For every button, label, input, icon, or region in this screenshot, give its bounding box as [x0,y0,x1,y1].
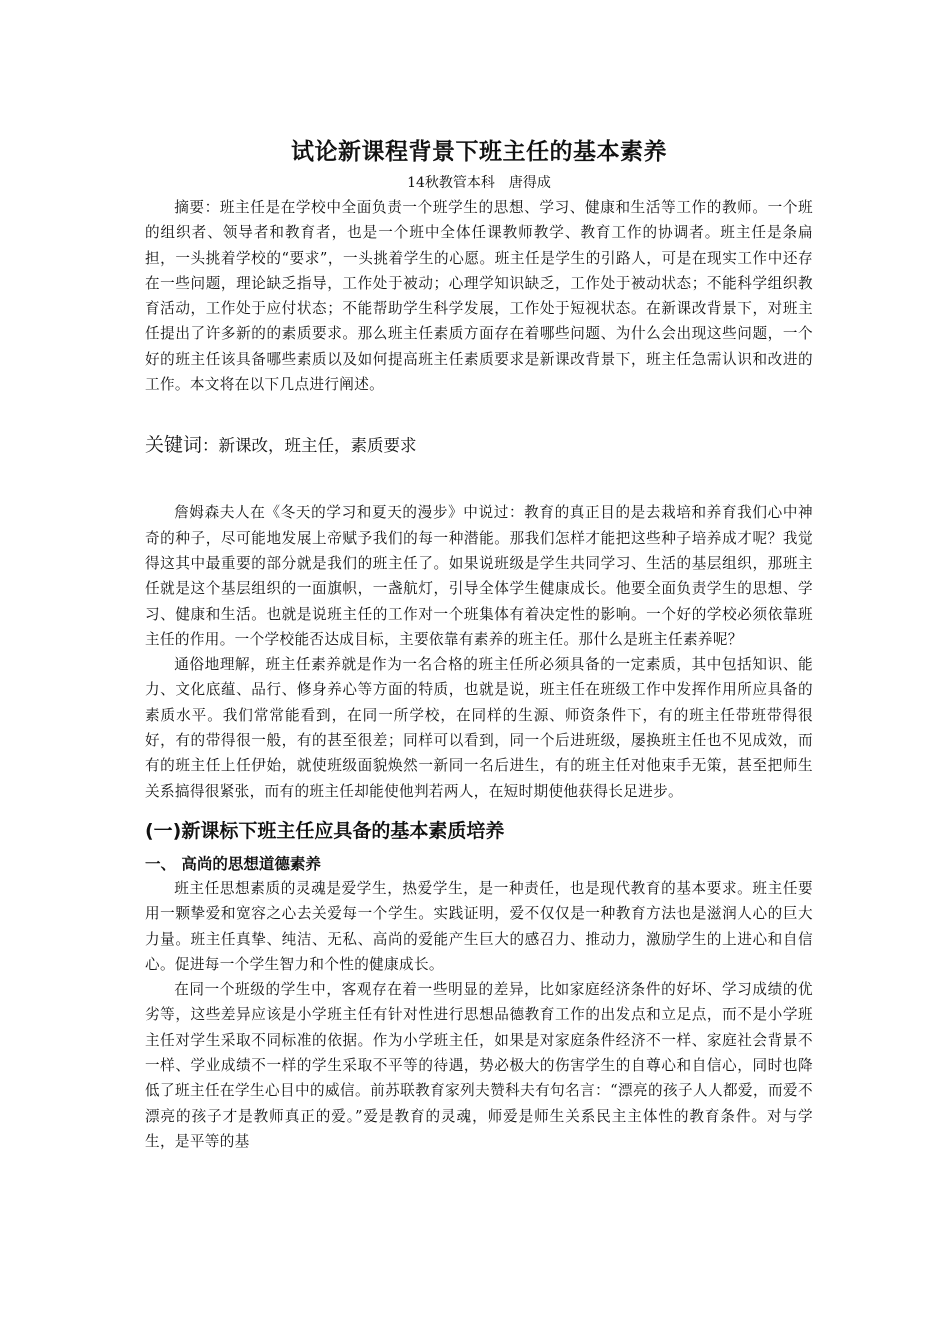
author-line [145,173,813,193]
abstract-label: 摘要： [174,199,220,216]
intro-paragraph: 通俗地理解，班主任素养就是作为一名合格的班主任所必须具备的一定素质，其中包括知识、能力、文化底蕴、品行、修身养心等方面的特质，也就是说，班主任在班级工作中发挥作用所应具备的素质水平。我们常常能看到，在同一所学校，在同样的生源、师资条件下，有的班主任带班带得很好，有的带得很一般，有的甚至很差；同样可以看到，同一个后进班级，屡换班主任也不见成效，而有的班主任上任伊始，就使班级面貌焕然一新同一名后进生，有的班主任对他束手无策，甚至把师生关系搞得很紧张，而有的班主任却能使他判若两人，在短时期使他获得长足进步。 [145,656,813,800]
abstract-text: 班主任是在学校中全面负责一个班学生的思想、学习、健康和生活等工作的教师。一个班的组织者、领导者和教育者，也是一个班中全体任课教师教学、教育工作的协调者。班主任是条扁担，一头挑着学校的“要求”，一头挑着学生的心愿。班主任是学生的引路人，可是在现实工作中还存在一些问题，理论缺乏指导，工作处于被动；心理学知识缺乏，工作处于被动状态；不能科学组织教育活动，工作处于应付状态；不能帮助学生科学发展，工作处于短视状态。在新课改背景下，对班主任提出了许多新的的素质要求。那么班主任素质方面存在着哪些问题、为什么会出现这些问题，一个好的班主任该具备哪些素质以及如何提高班主任素质要求是新课改背景下，班主任急需认识和改进的工作。本文将在以下几点进行阐述。 [145,199,813,394]
document-page [145,135,813,1154]
author-name: 唐得成 [508,175,551,191]
keywords-text: 新课改，班主任，素质要求 [218,436,417,456]
keywords-colon: ： [202,436,219,456]
section-heading: (一)新课标下班主任应具备的基本素质培养 [145,819,505,842]
section-paragraph: 在同一个班级的学生中，客观存在着一些明显的差异，比如家庭经济条件的好坏、学习成绩的优劣等，这些差异应该是小学班主任有针对性进行思想品德教育工作的出发点和立足点，而不是小学班主任对学生采取不同标准的依据。作为小学班主任，如果是对家庭条件经济不一样、家庭社会背景不一样、学业成绩不一样的学生采取不平等的待遇，势必极大的伤害学生的自尊心和自信心，同时也降低了班主任在学生心目中的威信。前苏联教育家列夫赞科夫有句名言：“漂亮的孩子人人都爱，而爱不漂亮的孩子才是教师真正的爱。”爱是教育的灵魂，师爱是师生关系民主主体性的教育条件。对与学生，是平等的基 [145,981,813,1150]
subsection-heading: 一、 高尚的思想道德素养 [145,854,321,873]
keywords-line [145,431,813,460]
author-class: 14秋教管本科 [407,175,495,191]
section-paragraph: 班主任思想素质的灵魂是爱学生，热爱学生，是一种责任，也是现代教育的基本要求。班主任要用一颗挚爱和宽容之心去关爱每一个学生。实践证明，爱不仅仅是一种教育方法也是滋润人心的巨大力量。班主任真挚、纯洁、无私、高尚的爱能产生巨大的感召力、推动力，激励学生的上进心和自信心。促进每一个学生智力和个性的健康成长。 [145,879,813,973]
abstract-paragraph [145,195,813,397]
keywords-label: 关键词 [145,434,203,457]
intro-paragraph: 詹姆森夫人在《冬天的学习和夏天的漫步》中说过：教育的真正目的是去栽培和养育我们心中神奇的种子，尽可能地发展上帝赋予我们的每一种潜能。那我们怎样才能把这些种子培养成才呢？我觉得这其中最重要的部分就是我们的班主任了。如果说班级是学生共同学习、生活的基层组织，那班主任就是这个基层组织的一面旗帜，一盏航灯，引导全体学生健康成长。他要全面负责学生的思想、学习、健康和生活。也就是说班主任的工作对一个班集体有着决定性的影响。一个好的学校必须依靠班主任的作用。一个学校能否达成目标，主要依靠有素养的班主任。那什么是班主任素养呢？ [145,504,813,648]
document-title: 试论新课程背景下班主任的基本素养 [291,139,667,165]
